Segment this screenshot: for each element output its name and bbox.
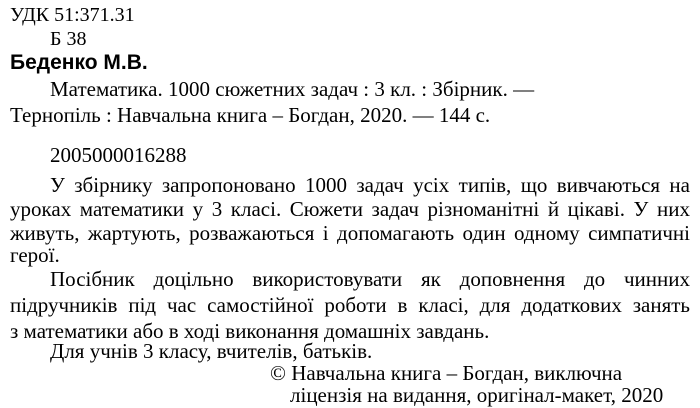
abstract-p1-line-2: уроках математики у 3 класі. Сюжети задач різноманітні й цікаві. У них — [10, 197, 690, 221]
abstract-p2-line-3: з математики або в ході виконання домашніх завдань. — [10, 319, 490, 343]
isbn-number: 2005000016288 — [50, 143, 187, 167]
abstract-p1-line-1: У збірнику запропоновано 1000 задач усіх типів, що вивчаються на — [50, 173, 690, 197]
abstract-p1-line-3: живуть, жартують, розважаються і допомагають один одному симпатичні — [10, 221, 690, 245]
citation-line-2: Тернопіль : Навчальна книга – Богдан, 2020. — 144 с. — [10, 103, 491, 127]
abstract-p1-line-4: герої. — [10, 243, 60, 267]
citation-line-1: Математика. 1000 сюжетних задач : 3 кл. : Збірник. — — [50, 77, 535, 101]
bbk-code: Б 38 — [50, 28, 87, 50]
copyright-line-2: ліцензія на видання, оригінал-макет, 2020 — [290, 383, 664, 407]
abstract-p2-line-2: підручників під час самостійної роботи в класі, для додаткових занять — [10, 293, 690, 317]
abstract-p2-line-1: Посібник доцільно використовувати як доповнення до чинних — [50, 267, 690, 291]
udk-code: УДК 51:371.31 — [10, 4, 135, 26]
copyright-line-1: © Навчальна книга – Богдан, виключна — [270, 361, 623, 385]
readers-line: Для учнів 3 класу, вчителів, батьків. — [50, 339, 373, 363]
author-name: Беденко М.В. — [10, 51, 148, 74]
